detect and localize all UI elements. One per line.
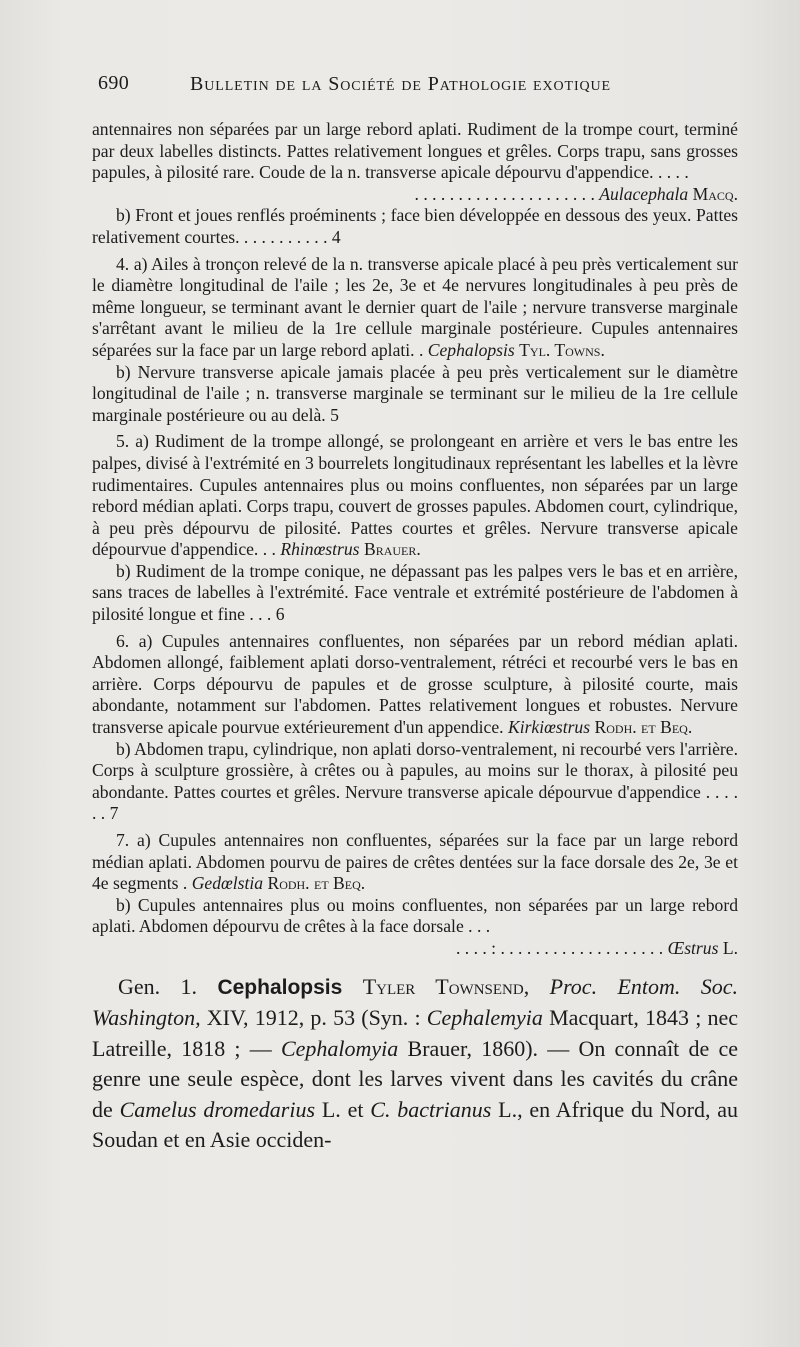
synonym-name: Cephalomyia: [280, 1035, 399, 1061]
reference-text: Macquart, 1843 ; nec Latreille, 1818 ; —: [92, 1005, 739, 1061]
taxon-author: L.: [722, 937, 738, 958]
identification-key: [92, 119, 738, 960]
running-header: [98, 72, 738, 102]
key-paragraph: [92, 254, 738, 362]
key-dots: . . . . : . . . . . . . . . . . . . . . . . . .: [455, 937, 664, 958]
key-paragraph: [92, 205, 738, 248]
genus-section: [92, 972, 738, 1156]
reference-text: XIV, 1912, p. 53 (Syn. :: [206, 1005, 421, 1031]
page-number: 690: [98, 72, 130, 94]
key-leader-line: [92, 938, 738, 960]
taxon-author: Rodh. et Beq.: [267, 873, 366, 894]
key-paragraph: [92, 739, 738, 825]
taxon-name: Cephalopsis: [427, 339, 515, 360]
key-text: b) Front et joues renflés proéminents ; face bien développée en dessous des yeux. Pattes relativement courtes. . . . . . . . . . . 4: [92, 205, 738, 247]
genus-paragraph: [92, 972, 738, 1156]
key-paragraph: [92, 631, 738, 739]
key-paragraph: [92, 431, 738, 561]
key-leader-line: [92, 184, 738, 206]
key-paragraph: [92, 362, 738, 427]
key-text: 4. a) Ailes à tronçon relevé de la n. transverse apicale placé à peu près verticalement sur le diamètre longitudinal de l'aile ; les 2e, 3e et 4e nervures longitudinales à peu près de même longueur, se terminant avant le dernier quart de l'aile ; nervure transverse marginale s'arrêtant avant le milieu de la 1re cellule marginale postérieure. Cupules antennaires séparées sur la face par un large rebord aplati. .: [92, 253, 738, 360]
taxon-author: Rodh. et Beq.: [594, 717, 693, 738]
genus-name: Cephalopsis: [217, 975, 343, 999]
key-text: 7. a) Cupules antennaires non confluentes, séparées sur la face par un large rebord médian aplati. Abdomen pourvu de paires de crêtes dentées sur la face dorsale des 2e, 3e et 4e segments .: [92, 830, 738, 894]
key-text: b) Cupules antennaires plus ou moins confluentes, non séparées par un large rebord aplati. Abdomen dépourvu de crêtes à la face dorsale . . .: [92, 894, 738, 937]
reference-journal: Proc. Entom. Soc. Washington,: [92, 973, 739, 1031]
key-paragraph: [92, 830, 738, 895]
key-text: 5. a) Rudiment de la trompe allongé, se prolongeant en arrière et vers le bas entre les palpes, divisé à l'extrémité en 3 bourrelets longitudinaux représentant les labelles et la lèvre rudimentaires. Cupules antennaires plus ou moins confluentes, non séparées par un large rebord médian aplati. Corps trapu, couvert de grosses papules. Abdomen court, cylindrique, à peu près dépourvu de pilosité. Pattes courtes et grêles. Nervure transverse apicale dépourvue d'appendice. . .: [92, 431, 738, 560]
key-paragraph: [92, 561, 738, 626]
taxon-name: Rhinœstrus: [280, 539, 360, 560]
species-name: C. bactrianus: [370, 1096, 492, 1122]
taxon-name: Kirkiœstrus: [507, 717, 591, 738]
key-dots: . . . . . . . . . . . . . . . . . . . . .: [414, 183, 595, 204]
taxon-author: Tyl. Towns.: [519, 339, 605, 360]
key-text: b) Rudiment de la trompe conique, ne dépassant pas les palpes vers le bas et en arrière, sans traces de labelles à l'extrémité. Face ventrale et extrémité postérieure de l'abdomen à pilosité longue et fine . . . 6: [92, 560, 738, 625]
body-text: Brauer, 1860). — On connaît de ce genre une seule espèce, dont les larves vivent dans les cavités du crâne de: [92, 1035, 739, 1122]
genus-number: Gen. 1.: [118, 973, 198, 999]
taxon-name: Aulacephala: [599, 183, 689, 204]
taxon-name: Œstrus: [667, 937, 719, 958]
synonym-name: Cephalemyia: [426, 1005, 543, 1031]
body-text: L. et: [321, 1096, 364, 1122]
taxon-author: Macq.: [692, 183, 738, 204]
journal-title: Bulletin de la Société de Pathologie exotique: [190, 73, 612, 95]
taxon-author: Brauer.: [363, 539, 421, 560]
genus-author: Tyler Townsend,: [362, 973, 530, 999]
page-body: [92, 119, 738, 1156]
key-text: b) Abdomen trapu, cylindrique, non aplati dorso-ventralement, ni recourbé vers l'arrière. Corps à sculpture grossière, à crêtes ou à papules, au moins sur le thorax, à pilosité peu abondante. Pattes courtes et grêles. Nervure transverse apicale dépourvue d'appendice . . . . . . 7: [92, 738, 738, 824]
key-paragraph: [92, 895, 738, 938]
body-text: L., en Afrique du Nord, au Soudan et en Asie occiden-: [92, 1096, 739, 1153]
taxon-name: Gedœlstia: [191, 873, 264, 894]
key-text: antennaires non séparées par un large rebord aplati. Rudiment de la trompe court, terminé par deux labelles distincts. Pattes relativement longues et grêles. Corps trapu, sans grosses papules, à pilosité rare. Coude de la n. transverse apicale dépourvu d'appendice. . . . .: [92, 119, 738, 183]
key-text: 6. a) Cupules antennaires confluentes, non séparées par un rebord médian aplati. Abdomen allongé, faiblement aplati dorso-ventralement, rétréci et recourbé vers le bas en arrière. Corps dépourvu de papules et de grosse sculpture, à pilosité courte, mais abondante, notamment sur l'abdomen. Pattes relativement longues et robustes. Nervure transverse apicale pourvue extérieurement d'un appendice.: [92, 630, 738, 738]
species-name: Camelus dromedarius: [119, 1096, 316, 1122]
key-text: b) Nervure transverse apicale jamais placée à peu près verticalement sur le diamètre longitudinal de l'aile ; n. transverse marginale se terminant sur le milieu de la 1re cellule marginale postérieure ou au delà. 5: [92, 361, 738, 425]
key-paragraph: [92, 119, 738, 184]
